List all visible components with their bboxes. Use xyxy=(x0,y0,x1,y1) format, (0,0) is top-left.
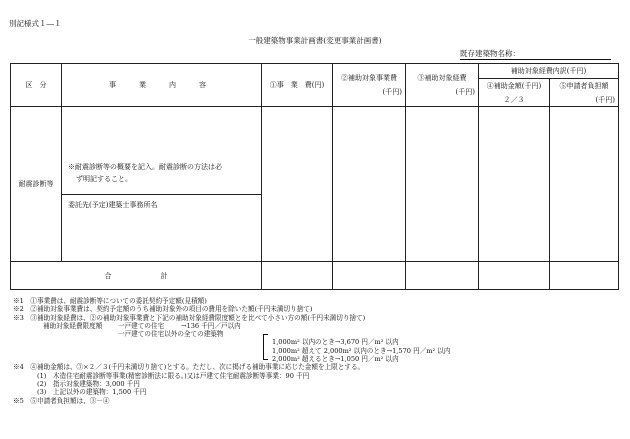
total-applicant-cell[interactable] xyxy=(550,262,619,290)
note-3: ※3 ③補助対象経費は、②の補助対象事業費と下記の補助対象経費限度額とを比べて小さい方の額(千円未満切り捨て) xyxy=(13,313,366,322)
applicant-cell[interactable] xyxy=(550,107,619,262)
header-subsidy xyxy=(479,79,550,107)
note-3-detached-label: 一戸建ての住宅 xyxy=(118,321,165,330)
note-3-tier-3: 2,000m² 超えるとき→1,050 円／m² 以内 xyxy=(272,355,399,364)
eligible-expense-cell[interactable] xyxy=(406,107,479,262)
form-id: 別記様式１―１ xyxy=(9,19,62,28)
header-subsidy-ratio: ２／３ xyxy=(503,95,525,104)
header-applicant-unit: (千円) xyxy=(595,95,615,104)
note-4-item-2: (2) 指示対象建築物：3,000 千円 xyxy=(37,379,140,388)
total-eligible-cost-cell[interactable] xyxy=(333,262,406,290)
header-subsidy-label: ④補助金額(千円) xyxy=(486,81,542,90)
note-4: ※4 ④補助金額は、③×２／３(千円未満切り捨て)とする。ただし、次に掲げる補助事業に応じた金額を上限とする。 xyxy=(13,363,365,372)
work-note-line-1: ※耐震診断等の概要を記入。耐震診断の方法は必 xyxy=(68,163,222,171)
work-content-cell[interactable] xyxy=(62,107,262,262)
header-applicant xyxy=(550,79,619,107)
note-4-item-1: (1) 木造住宅耐震診断等事業(精密診断法に限る。)又は戸建て住宅耐震診断等事業：90 千円 xyxy=(37,371,310,380)
note-5: ※5 ⑤申請者負担額は、③－④ xyxy=(13,396,110,405)
note-2: ※2 ②補助対象事業費は、契約予定額のうち補助対象外の項目の費用を除いた額(千円未満切り捨て) xyxy=(13,305,313,314)
plan-table xyxy=(10,63,619,290)
note-1: ※1 ①事業費は、耐震診断等についての委託契約予定額(見積額) xyxy=(13,297,207,305)
note-3-detached-value: →136 千円／戸以内 xyxy=(181,321,241,330)
header-applicant-label: ⑤申請者負担額 xyxy=(559,81,609,90)
row-label: 耐震診断等 xyxy=(11,107,62,262)
total-label: 合 計 xyxy=(11,262,262,290)
total-project-cost-cell[interactable] xyxy=(262,262,333,290)
header-content: 事 業 内 容 xyxy=(62,64,262,107)
work-note-line-2: ず明記すること。 xyxy=(76,174,132,183)
office-name-label: 委託先(予定)建築士事務所名 xyxy=(68,201,158,210)
header-project-cost: ①事 業 費(円) xyxy=(262,64,333,107)
eligible-cost-cell[interactable] xyxy=(333,107,406,262)
note-3-tier-1: 1,000m² 以内のとき→3,670 円／m² 以内 xyxy=(272,338,399,347)
note-3-other-label: 一戸建ての住宅以外の全ての建築物 xyxy=(118,330,224,339)
header-eligible-cost xyxy=(333,64,406,107)
header-eligible-expense-label: ③補助対象経費 xyxy=(417,74,467,82)
diagnosis-row xyxy=(11,107,619,262)
project-cost-cell[interactable] xyxy=(262,107,333,262)
header-eligible-expense xyxy=(406,64,479,107)
header-eligible-cost-unit: (千円) xyxy=(382,88,402,96)
header-breakdown: 補助対象経費内訳(千円) xyxy=(479,64,619,79)
document-title: 一般建築物事業計画書(変更事業計画書) xyxy=(248,36,382,45)
subsidy-cell[interactable] xyxy=(479,107,550,262)
header-eligible-cost-label: ②補助対象事業費 xyxy=(341,74,397,82)
header-category: 区 分 xyxy=(11,64,62,107)
header-row xyxy=(11,64,619,79)
work-note xyxy=(62,107,261,185)
total-eligible-expense-cell[interactable] xyxy=(406,262,479,290)
building-name-field[interactable] xyxy=(460,59,611,60)
building-name-label: 既存建築物名称： xyxy=(460,49,520,58)
total-subsidy-cell[interactable] xyxy=(479,262,550,290)
note-3-limit-label: 補助対象経費限度額 xyxy=(43,321,103,330)
note-4-item-3: (3) 上記以外の建築物：1,500 千円 xyxy=(37,388,147,397)
total-row xyxy=(11,262,619,290)
tier-bracket xyxy=(263,334,268,360)
header-eligible-expense-unit: (千円) xyxy=(455,88,475,96)
note-3-tier-2: 1,000m² 超えて 2,000m² 以内のとき→1,570 円／m² 以内 xyxy=(272,346,451,355)
